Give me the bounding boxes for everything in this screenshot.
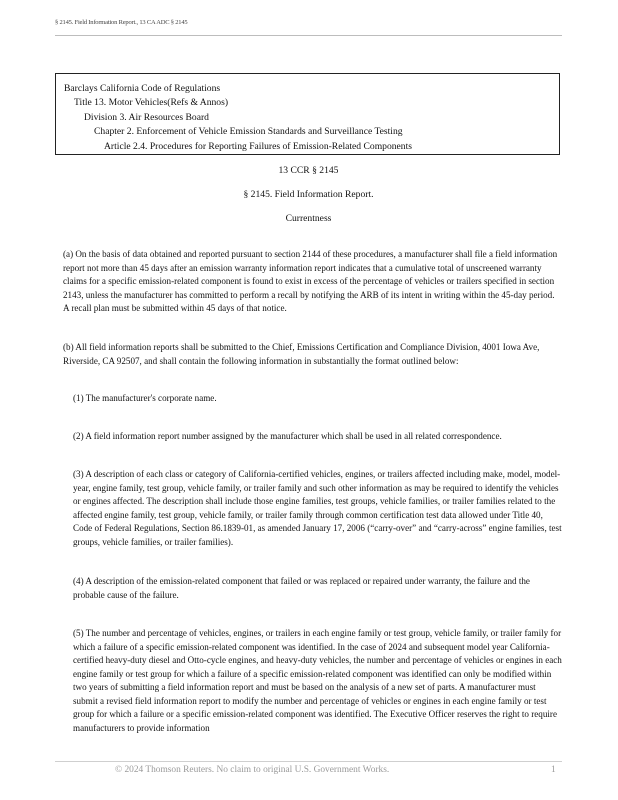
paragraph-b3: (3) A description of each class or category of California-certified vehicles, engines, or trailers affected including make, model, model-year, engine family, test group, vehicle family, or trailer family and such other information as may be required to identify the vehicles or engines affected. The description shall include those engine families, test groups, vehicle families, or trailer families related to the affected engine family, test group, vehicle family, or trailer family through common certification test data allowed under Title 40, Code of Federal Regulations, Section 86.1839-01, as amended January 17, 2006 (“carry-over” and “carry-across” engine families, test groups, vehicle families, or trailer families). [73, 469, 562, 547]
footer-divider [55, 761, 562, 762]
header-divider [55, 35, 562, 36]
paragraph-b2: (2) A field information report number assigned by the manufacturer which shall be used in all related correspondence. [73, 431, 502, 441]
running-header: § 2145. Field Information Report., 13 CA ADC § 2145 [55, 19, 188, 26]
section-heading: § 2145. Field Information Report. [243, 189, 374, 200]
hierarchy-article: Article 2.4. Procedures for Reporting Failures of Emission-Related Components [104, 140, 413, 152]
paragraph-a: (a) On the basis of data obtained and reported pursuant to section 2144 of these procedures, a manufacturer shall file a field information report not more than 45 days after an emission warranty information report indicates that a cumulative total of unscreened warranty claims for a specific emission-related component is found to exist in excess of the percentage of vehicles or trailers specified in section 2143, unless the manufacturer has committed to perform a recall by notifying the ARB of its intent in writing within the 45-day period. A recall plan must be submitted within 45 days of that notice. [63, 249, 558, 313]
hierarchy-publisher: Barclays California Code of Regulations [64, 83, 221, 94]
hierarchy-box [55, 73, 560, 155]
hierarchy-chapter: Chapter 2. Enforcement of Vehicle Emission Standards and Surveillance Testing [94, 126, 403, 138]
paragraph-b5: (5) The number and percentage of vehicles, engines, or trailers in each engine family or test group, vehicle family, or trailer family for which a failure of a specific emission-related component was identified. In the case of 2024 and subsequent model year California-certified heavy-duty diesel and Otto-cycle engines, and heavy-duty vehicles, the number and percentage of vehicles or engines in each engine family or test group for which a failure of a specific emission-related component was identified can only be modified within two years of submitting a field information report and must be based on the analysis of a new set of parts. A manufacturer must submit a revised field information report to modify the number and percentage of vehicles or engines in each engine family or test group for which a failure or a specific emission-related component was identified. The Executive Officer reserves the right to require manufacturers to provide information [73, 628, 562, 733]
paragraph-b1: (1) The manufacturer's corporate name. [73, 393, 217, 403]
footer-copyright: © 2024 Thomson Reuters. No claim to original U.S. Government Works. [115, 765, 390, 775]
paragraph-b4: (4) A description of the emission-related component that failed or was replaced or repaired under warranty, the failure and the probable cause of the failure. [73, 576, 530, 600]
citation: 13 CCR § 2145 [278, 165, 339, 176]
page-number: 1 [551, 765, 556, 775]
currentness-link[interactable]: Currentness [285, 213, 332, 224]
hierarchy-title: Title 13. Motor Vehicles(Refs & Annos) [74, 97, 229, 109]
hierarchy-division: Division 3. Air Resources Board [84, 111, 209, 123]
paragraph-b: (b) All field information reports shall be submitted to the Chief, Emissions Certification and Compliance Division, 4001 Iowa Ave, Riverside, CA 92507, and shall contain the following information in substantially the format outlined below: [63, 342, 540, 366]
